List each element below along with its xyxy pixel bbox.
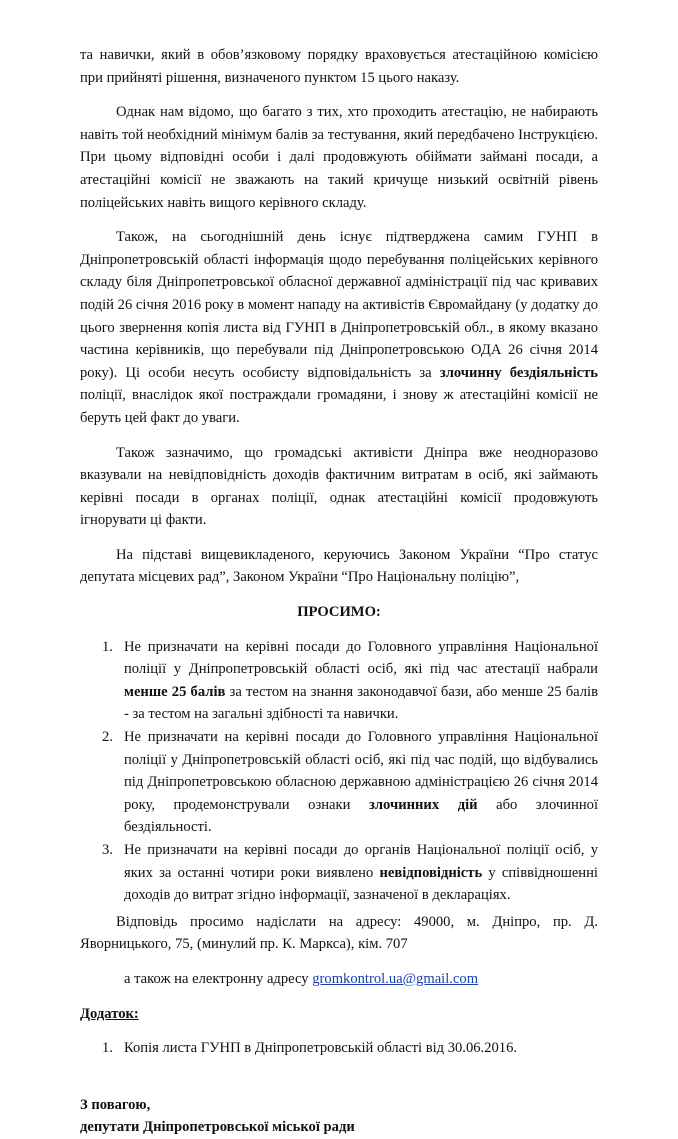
request-heading: ПРОСИМО: (297, 604, 381, 621)
paragraph-events-26-january (80, 226, 598, 429)
email-link[interactable]: gromkontrol.ua@gmail.com (312, 970, 479, 987)
attachment-label: Додаток: (80, 1005, 139, 1022)
email-prefix: а також на електронну адресу (124, 970, 313, 987)
list-number: 2. (102, 729, 113, 746)
item-text: у співвідношенні доходів до витрат згідно інформації, зазначеної в деклараціях. (124, 864, 598, 904)
paragraph-continuation: та навички, який в обов’язковому порядку враховується атестаційною комісією при прийняті рішення, визначеного пунктом 15 цього наказу. (80, 47, 598, 86)
item-text: або злочинної бездіяльності. (124, 796, 598, 836)
paragraph-legal-basis: На підставі вищевикладеного, керуючись Законом України “Про статус депутата місцевих рад”, Законом України “Про Національну поліцію”, (80, 546, 598, 586)
item-text: Не призначати на керівні посади до Головного управління Національної поліції у Дніпропетровській області осіб, які під час подій, що відбувались під Дніпропетровською обласною державною адміністрацією 26 січня 2014 року, продемонстрували ознаки (124, 729, 598, 813)
list-item (102, 636, 598, 726)
bold-phrase: менше 25 балів (124, 683, 226, 700)
paragraph-text: Також, на сьогоднішній день існує підтверджена самим ГУНП в Дніпропетровській області інформація щодо перебування поліцейських керівного складу біля Дніпропетровської обласної державної адміністрації під час кривавих подій 26 січня 2016 року в момент нападу на активістів Євромайдану (у додатку до цього звернення копія листа від ГУНП в Дніпропетровській обл., в якому вказано частина керівників, що перебували під Дніпропетровською ОДА 26 січня 2014 року). Ці особи несуть особисту відповідальність за (80, 229, 598, 381)
reply-address: Відповідь просимо надіслати на адресу: 49000, м. Дніпро, пр. Д. Яворницького, 75, (минулий пр. К. Маркса), кім. 707 (80, 913, 598, 953)
bold-phrase: невідповідність (379, 864, 483, 881)
list-number: 1. (102, 1040, 113, 1057)
bold-phrase: злочинну бездіяльність (439, 364, 598, 381)
paragraph-text: поліції, внаслідок якої постраждали громадяни, і знову ж атестаційні комісії не беруть цей факт до уваги. (80, 387, 598, 426)
paragraph-test-scores: Однак нам відомо, що багато з тих, хто проходить атестацію, не набирають навіть той необхідний мінімум балів за тестування, який передбачено Інструкцією. При цьому відповідні особи і далі продовжують обіймати займані посади, а атестаційні комісії не зважають на такий кричуще низький освітній рівень поліцейських навіть вищого керівного складу. (80, 104, 598, 211)
closing: З повагою, (80, 1096, 151, 1113)
list-number: 1. (102, 638, 113, 655)
item-text: за тестом на знання законодавчої бази, або менше 25 балів - за тестом на загальні здібності та навички. (124, 683, 598, 723)
list-item (102, 1037, 598, 1060)
paragraph-income-mismatch: Також зазначимо, що громадські активісти Дніпра вже неодноразово вказували на невідповідність доходів фактичним витратам в осіб, які займають керівні посади в органах поліції, однак атестаційні комісії продовжують ігнорувати ці факти. (80, 444, 598, 529)
item-text: Не призначати на керівні посади до Головного управління Національної поліції у Дніпропетровській області осіб, які під час атестації набрали (124, 638, 598, 678)
request-list (80, 636, 598, 907)
attachment-list (80, 1037, 598, 1060)
attachment-text: Копія листа ГУНП в Дніпропетровській області від 30.06.2016. (124, 1040, 518, 1057)
list-item (102, 726, 598, 839)
list-number: 3. (102, 842, 113, 858)
list-item (102, 839, 598, 907)
bold-phrase: злочинних дій (369, 796, 478, 813)
signature: депутати Дніпропетровської міської ради (80, 1119, 355, 1136)
letter-page (80, 44, 598, 1139)
email-line (80, 968, 598, 991)
item-text: Не призначати на керівні посади до органів Національної поліції осіб, у яких за останні чотири роки виявлено (124, 842, 598, 881)
